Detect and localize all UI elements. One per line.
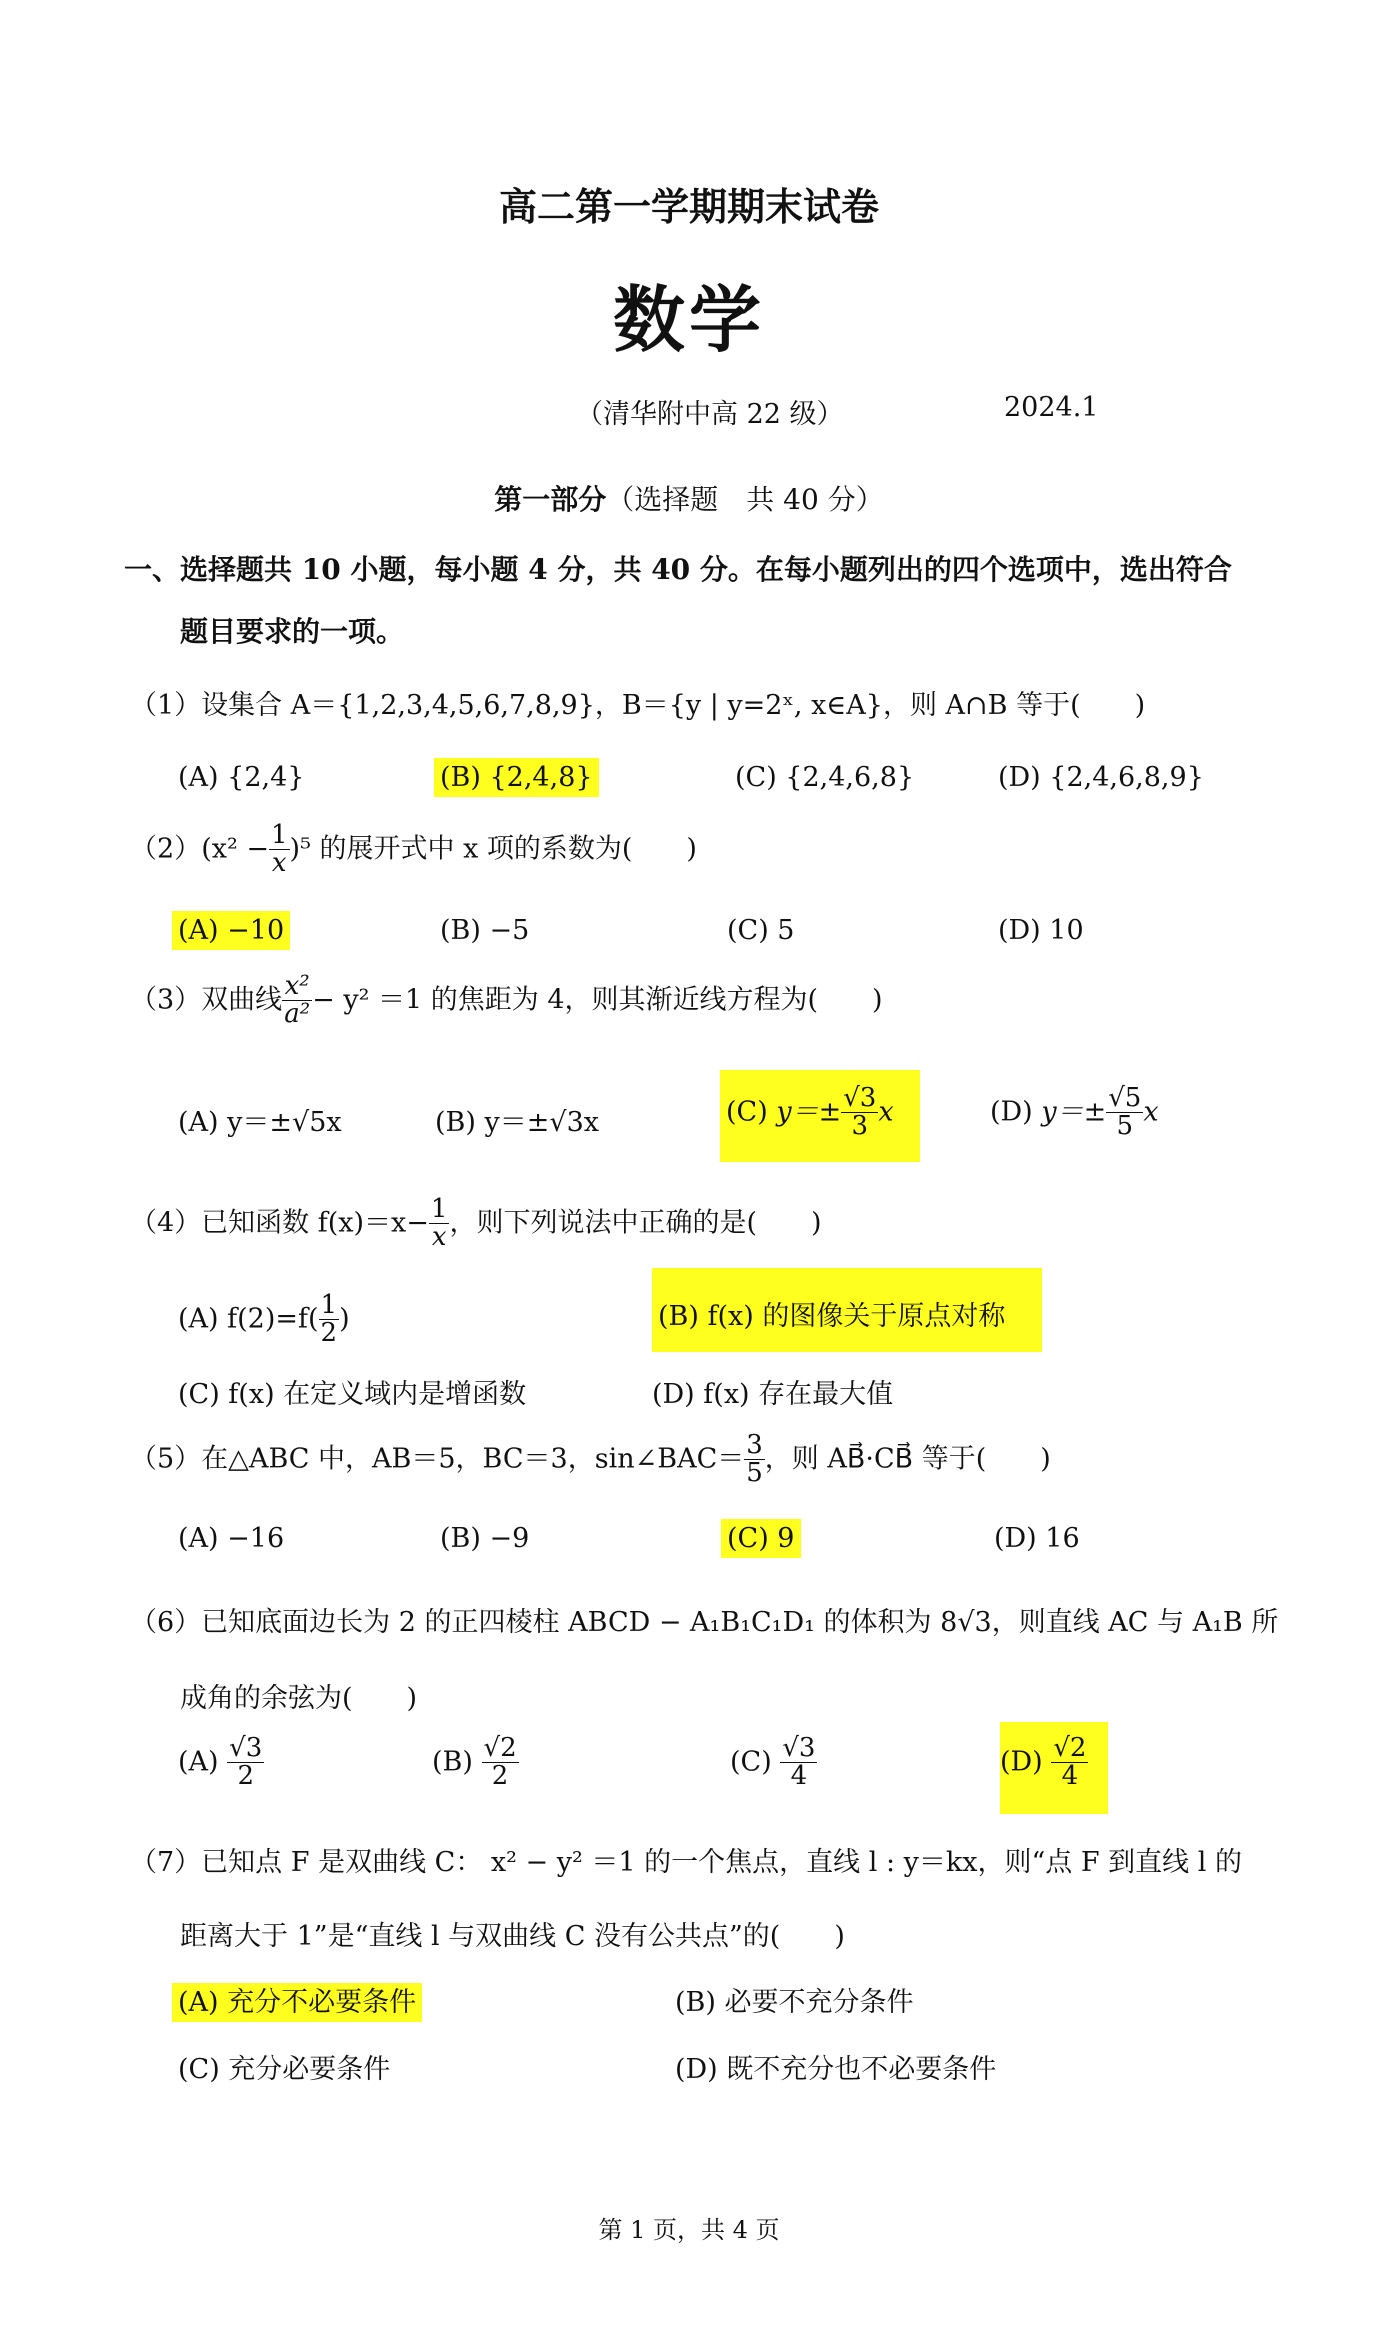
- q1-option-a: (A) {2,4}: [178, 762, 305, 793]
- q3-option-c-den: 3: [851, 1111, 869, 1142]
- exam-date: 2024.1: [1004, 392, 1099, 423]
- question-6-stem-line2: 成角的余弦为( ): [180, 1683, 418, 1714]
- q6-option-b-num: √2: [483, 1733, 517, 1763]
- section-instructions-line1: 一、选择题共 10 小题，每小题 4 分，共 40 分。在每小题列出的四个选项中，选出符合: [124, 553, 1232, 586]
- q3-option-c-prefix: y＝±: [776, 1096, 842, 1128]
- q2-frac-den: x: [271, 848, 287, 879]
- q6-option-b-fraction: [482, 1735, 519, 1791]
- q3-option-d-x: x: [1143, 1096, 1159, 1128]
- exam-header-title: 高二第一学期期末试卷: [498, 184, 879, 229]
- q5-option-a: (A) −16: [178, 1523, 285, 1554]
- question-6-stem-line1: （6）已知底面边长为 2 的正四棱柱 ABCD − A₁B₁C₁D₁ 的体积为 8√3，则直线 AC 与 A₁B 所: [130, 1607, 1279, 1638]
- q3-option-a: (A) y＝±√5x: [178, 1107, 342, 1138]
- page-footer: 第 1 页，共 4 页: [598, 2216, 780, 2244]
- q2-expr-open: (x² −: [201, 833, 269, 865]
- q6-option-a-den: 2: [237, 1761, 254, 1792]
- q3-option-c: [726, 1085, 894, 1141]
- q3-option-d-fraction: [1106, 1085, 1143, 1141]
- q7-option-b: (B) 必要不充分条件: [675, 1987, 914, 2018]
- question-1-stem: （1）设集合 A＝{1,2,3,4,5,6,7,8,9}，B＝{y | y=2ˣ, x∈A}，则 A∩B 等于( ): [130, 690, 1146, 721]
- q3-suffix: 的焦距为 4，则其渐近线方程为( ): [430, 984, 883, 1016]
- question-2-stem: [130, 822, 697, 878]
- q6-option-a-label: (A): [178, 1746, 219, 1778]
- question-7-stem-line2: 距离大于 1”是“直线 l 与双曲线 C 没有公共点”的( ): [180, 1921, 845, 1952]
- q4-option-a-fraction: [319, 1292, 340, 1348]
- q3-option-c-fraction: [841, 1085, 878, 1141]
- q1-option-b-highlight: (B) {2,4,8}: [434, 758, 599, 797]
- q2-suffix: 的展开式中 x 项的系数为( ): [319, 833, 697, 865]
- q3-option-d-prefix: y＝±: [1041, 1096, 1107, 1128]
- q7-option-c: (C) 充分必要条件: [178, 2054, 391, 2085]
- q5-option-b: (B) −9: [440, 1523, 530, 1554]
- subject-title: 数学: [612, 277, 765, 362]
- q1-option-d: (D) {2,4,6,8,9}: [998, 762, 1204, 793]
- q3-frac-num: x²: [282, 973, 312, 1001]
- q5-option-d: (D) 16: [994, 1523, 1080, 1554]
- q6-option-b-den: 2: [491, 1761, 509, 1792]
- q3-eq: − y² ＝1: [312, 984, 423, 1016]
- q3-option-b: (B) y＝±√3x: [435, 1107, 599, 1138]
- q6-option-c-num: √3: [782, 1733, 816, 1763]
- question-4-stem: [130, 1196, 822, 1252]
- part-title-normal: （选择题 共 40 分）: [606, 483, 884, 516]
- q6-option-a: [178, 1735, 264, 1791]
- q6-option-c: [730, 1735, 817, 1791]
- q4-fraction: [429, 1196, 450, 1252]
- q6-option-a-num: √3: [229, 1733, 263, 1763]
- q2-prefix: （2）: [130, 833, 202, 865]
- part-title: [0, 478, 1378, 518]
- q3-prefix: （3）双曲线: [130, 984, 283, 1016]
- q3-option-c-num: √3: [843, 1083, 877, 1113]
- q5-frac-den: 5: [746, 1458, 763, 1489]
- q4-option-a-den: 2: [320, 1318, 338, 1349]
- q3-option-c-x: x: [878, 1096, 894, 1128]
- q7-option-d: (D) 既不充分也不必要条件: [675, 2054, 997, 2085]
- question-3-stem: [130, 973, 883, 1029]
- q6-option-d-fraction: [1051, 1735, 1088, 1791]
- q6-option-d-num: √2: [1053, 1733, 1087, 1763]
- q3-option-d-den: 5: [1116, 1111, 1134, 1142]
- q2-expr-close: )⁵: [289, 833, 311, 865]
- q3-fraction: [282, 973, 312, 1029]
- q3-option-d: [990, 1085, 1159, 1141]
- q2-option-b: (B) −5: [440, 915, 530, 946]
- q6-option-a-fraction: [227, 1735, 264, 1791]
- q1-option-b: [440, 762, 599, 793]
- q2-option-a: [178, 915, 290, 946]
- q7-option-a: [178, 1980, 422, 2019]
- q2-frac-num: 1: [270, 820, 288, 850]
- q4-option-b: (B) f(x) 的图像关于原点对称: [658, 1301, 1006, 1332]
- q3-option-c-label: (C): [726, 1096, 768, 1128]
- q5-frac-num: 3: [746, 1430, 763, 1460]
- part-title-bold: 第一部分: [494, 483, 607, 516]
- q5-option-c-highlight: (C) 9: [721, 1519, 801, 1558]
- q5-fraction: [744, 1432, 765, 1488]
- q2-fraction: [269, 822, 290, 878]
- q2-option-a-highlight: (A) −10: [172, 911, 290, 950]
- q6-option-d-den: 4: [1061, 1761, 1079, 1792]
- q3-option-d-num: √5: [1108, 1083, 1142, 1113]
- q4-prefix: （4）已知函数 f(x)＝x−: [130, 1207, 429, 1239]
- q3-option-d-label: (D): [990, 1096, 1033, 1128]
- q2-option-d: (D) 10: [998, 915, 1084, 946]
- q6-option-c-label: (C): [730, 1746, 772, 1778]
- q4-frac-den: x: [431, 1222, 447, 1253]
- q1-option-c: (C) {2,4,6,8}: [735, 762, 915, 793]
- section-instructions-line2: 题目要求的一项。: [180, 615, 405, 648]
- q4-suffix: ，则下列说法中正确的是( ): [449, 1207, 822, 1239]
- q4-option-a-close: ): [339, 1303, 350, 1335]
- q2-option-c: (C) 5: [727, 915, 795, 946]
- q6-option-b-label: (B): [432, 1746, 473, 1778]
- question-5-stem: [130, 1432, 1051, 1488]
- q5-option-c: [727, 1523, 801, 1554]
- q7-option-a-highlight: (A) 充分不必要条件: [172, 1983, 422, 2022]
- question-7-stem-line1: （7）已知点 F 是双曲线 C： x² − y² ＝1 的一个焦点，直线 l : y＝kx，则“点 F 到直线 l 的: [130, 1847, 1242, 1878]
- q5-suffix: ，则 AB⃗·CB⃗ 等于( ): [764, 1443, 1051, 1475]
- q6-option-d: [1000, 1735, 1088, 1791]
- q3-frac-den: a²: [284, 999, 311, 1030]
- q6-option-d-label: (D): [1000, 1746, 1043, 1778]
- q6-option-c-fraction: [780, 1735, 817, 1791]
- q4-option-a-text: (A) f(2)=f(: [178, 1303, 319, 1335]
- q4-option-d: (D) f(x) 存在最大值: [652, 1379, 894, 1410]
- q4-option-a-num: 1: [320, 1290, 338, 1320]
- q6-option-b: [432, 1735, 519, 1791]
- q4-option-c: (C) f(x) 在定义域内是增函数: [178, 1379, 527, 1410]
- q6-option-c-den: 4: [790, 1761, 808, 1792]
- q5-prefix: （5）在△ABC 中，AB＝5，BC＝3，sin∠BAC＝: [130, 1443, 745, 1475]
- q4-option-a: [178, 1292, 350, 1348]
- school-label: （清华附中高 22 级）: [576, 399, 844, 430]
- q4-frac-num: 1: [430, 1194, 448, 1224]
